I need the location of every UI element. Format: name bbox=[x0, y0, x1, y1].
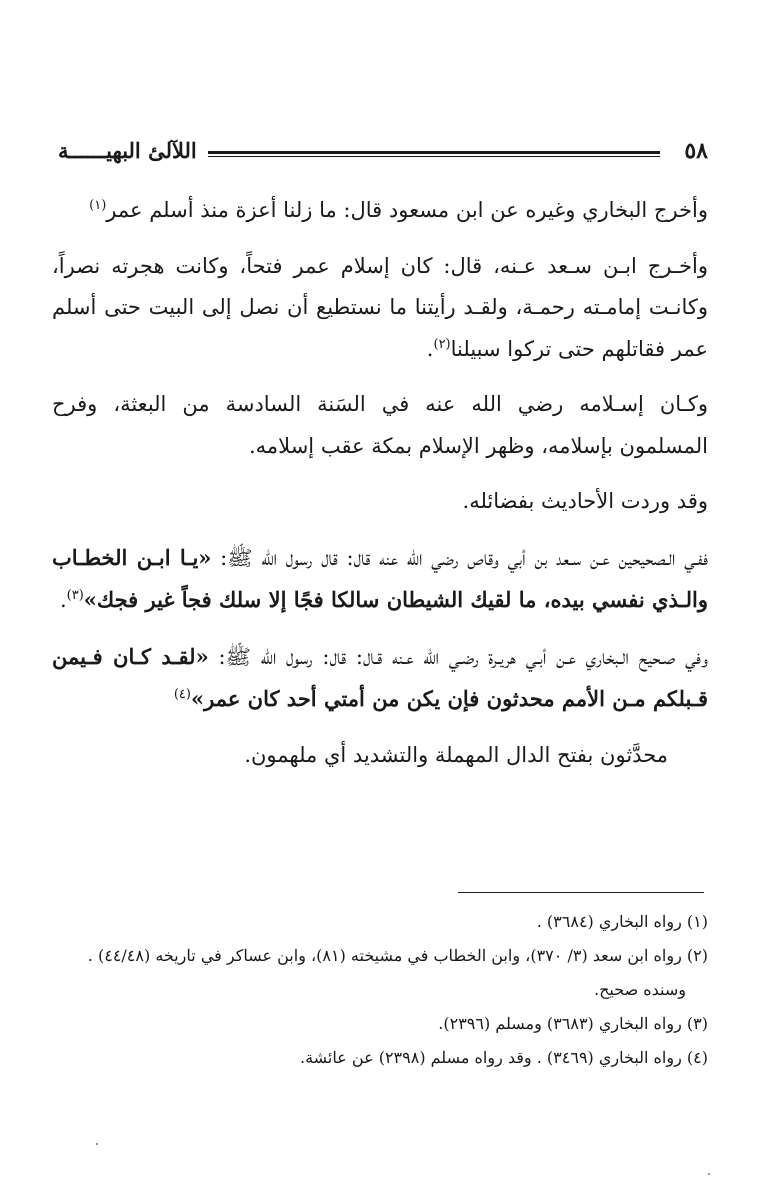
header-rule bbox=[208, 151, 660, 154]
paragraph bbox=[52, 246, 708, 371]
running-title: اللآلئ البهيــــــة bbox=[58, 138, 197, 163]
paragraph-text: وأخـرج ابـن سـعد عـنه، قال: كان إسلام عمر فتحاً، وكانت هجرته نصراً، وكانـت إمامـته رحمـة، ولقـد رأيتنا ما نستطيع أن نصل إلى البيت حتى أسلم عمر فقاتلهم حتى تركوا سبيلنا bbox=[52, 253, 708, 361]
hadith-quote: «يـا ابـن الخطـاب والـذي نفسي بيده، ما لقيك الشيطان سالكا فجًا إلا سلك فجاً غير فجك» bbox=[52, 544, 708, 612]
paragraph bbox=[52, 735, 708, 777]
footnote-ref: (٣) bbox=[66, 588, 84, 603]
paragraph bbox=[52, 636, 708, 721]
paragraph-text: محدَّثون بفتح الدال المهملة والتشديد أي ملهمون. bbox=[244, 742, 668, 767]
page-number: ٥٨ bbox=[684, 138, 708, 164]
scan-speck bbox=[96, 1143, 98, 1145]
paragraph-text: وفي صـحيح الـبخاري عـن أبـي هريـرة رضـي الله عـنه قـال: قال: رسول الله ﷺ: bbox=[208, 644, 708, 669]
paragraph-text: وكـان إسـلامه رضي الله عنه في السَنة السادسة من البعثة، وفرح المسلمون بإسلامه، وظهر الإسلام بمكة عقب إسلامه. bbox=[52, 392, 708, 458]
footnote-ref: (١) bbox=[89, 198, 107, 213]
paragraph bbox=[52, 537, 708, 622]
paragraph-text: ففـي الـصحيحين عـن سـعد بن أبي وقاص رضي الله عنه قال: قال رسول الله ﷺ: bbox=[211, 545, 709, 570]
footnote: (٤) رواه البخاري (٣٤٦٩) . وقد رواه مسلم (٢٣٩٨) عن عائشة. bbox=[299, 1048, 708, 1067]
footnote-ref: (٤) bbox=[173, 687, 191, 702]
paragraph-end: . bbox=[426, 336, 434, 361]
footnote: (٣) رواه البخاري (٣٦٨٣) ومسلم (٢٣٩٦). bbox=[438, 1014, 708, 1033]
paragraph bbox=[52, 190, 708, 232]
main-text bbox=[52, 190, 708, 790]
paragraph-text: وأخرج البخاري وغيره عن ابن مسعود قال: ما زلنا أعزة منذ أسلم عمر bbox=[106, 198, 708, 222]
paragraph bbox=[52, 481, 708, 523]
paragraph-end: . bbox=[59, 588, 67, 612]
page-header bbox=[58, 138, 708, 168]
footnote-continuation: وسنده صحيح. bbox=[594, 980, 686, 999]
footnote-separator bbox=[458, 892, 704, 893]
paragraph-text: وقد وردت الأحاديث بفضائله. bbox=[462, 489, 708, 513]
paragraph bbox=[52, 384, 708, 467]
hadith-quote: «لقـد كـان فـيمن قـبلكم مـن الأمم محدثون فإن يكن من أمتي أحد كان عمر» bbox=[52, 643, 708, 711]
footnote: (٢) رواه ابن سعد (٣/ ٣٧٠)، وابن الخطاب في مشيخته (٨١)، وابن عساكر في تاريخه (٤٤/٤٨) . bbox=[87, 946, 708, 965]
footnote-ref: (٢) bbox=[433, 336, 451, 352]
scan-speck bbox=[708, 1173, 710, 1175]
footnote: (١) رواه البخاري (٣٦٨٤) . bbox=[536, 912, 708, 931]
footnotes bbox=[52, 905, 708, 1075]
header-rule-thin bbox=[208, 156, 660, 157]
